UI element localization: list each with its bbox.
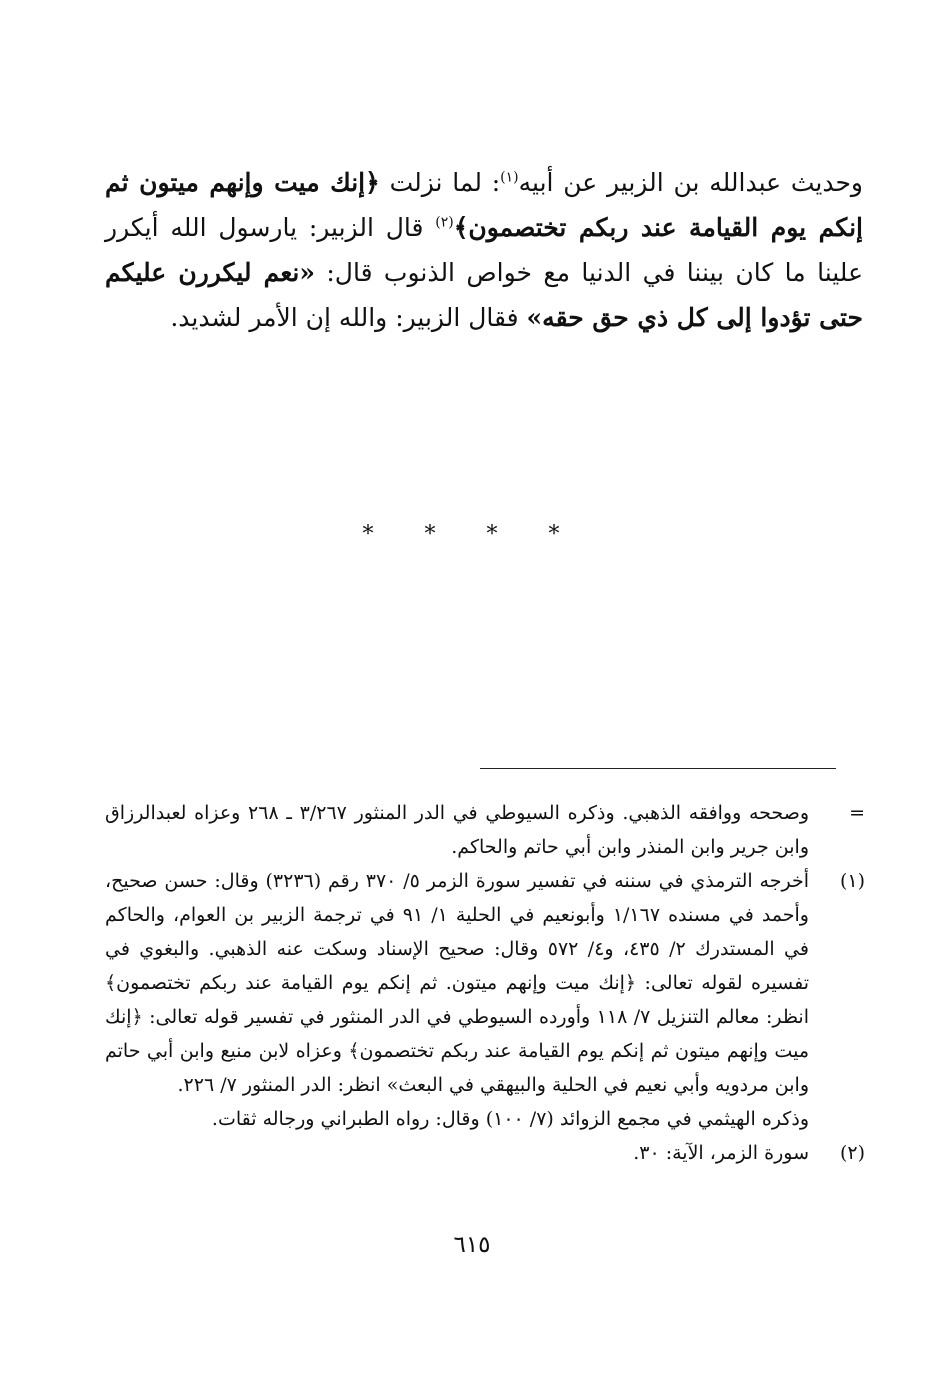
page-number: ٦١٥: [453, 1232, 491, 1258]
footnote-text: أخرجه الترمذي في سننه في تفسير سورة الزمر ٥/ ٣٧٠ رقم (٣٢٣٦) وقال: حسن صحيح، وأحمد في مسنده ١/١٦٧ وأبونعيم في الحلية ١/ ٩١ في ترجمة الزبير بن العوام، والحاكم في المستدرك ٢/ ٤٣٥، و٤/ ٥٧٢ وقال: صحيح الإسناد وسكت عنه الذهبي. والبغوي في تفسيره لقوله تعالى: ﴿إنك ميت وإنهم ميتون. ثم إنكم يوم القيامة عند ربكم تختصمون﴾ انظر: معالم التنزيل ٧/ ١١٨ وأورده السيوطي في الدر المنثور في تفسير قوله تعالى: ﴿إنك ميت وإنهم ميتون ثم إنكم يوم القيامة عند ربكم تختصمون﴾ وعزاه لابن منيع وابن أبي حاتم وابن مردويه وأبي نعيم في الحلية والبيهقي في البعث» انظر: الدر المنثور ٧/ ٢٢٦.: [105, 870, 809, 1096]
main-text-part: وحديث عبدالله بن الزبير عن أبيه: [518, 168, 863, 197]
footnote-text: وصححه ووافقه الذهبي. وذكره السيوطي في الدر المنثور ٣/٢٦٧ ـ ٢٦٨ وعزاه لعبدالرزاق وابن جرير وابن المنذر وابن أبي حاتم والحاكم.: [105, 802, 810, 858]
footnote-1: [105, 864, 865, 1136]
footnotes: [105, 796, 865, 1170]
footnote-body: [105, 864, 809, 1136]
footnote-divider: [480, 768, 836, 769]
footnote-continuation: [105, 796, 865, 864]
main-text-part: فقال الزبير: والله إن الأمر لشديد.: [170, 303, 527, 332]
main-text-part: : لما نزلت: [379, 168, 501, 197]
section-separator: * * * *: [362, 522, 582, 547]
footnote-text-extra: وذكره الهيثمي في مجمع الزوائد (٧/ ١٠٠) وقال: رواه الطبراني ورجاله ثقات.: [211, 1108, 809, 1130]
hadith-quote: «نعم ليكررن عليكم حتى تؤدوا إلى كل ذي حق حقه»: [105, 258, 863, 332]
main-paragraph: [105, 160, 863, 340]
quran-verse: ﴿إنك ميت وإنهم ميتون ثم إنكم يوم القيامة عند ربكم تختصمون﴾: [105, 168, 863, 242]
footnote-2: [105, 1136, 865, 1170]
footnote-ref-2: (٢): [435, 214, 454, 231]
footnote-number: (١): [839, 870, 865, 892]
footnote-text: سورة الزمر، الآية: ٣٠.: [633, 1142, 809, 1164]
footnote-ref-1: (١): [500, 169, 519, 186]
footnote-number: (٢): [839, 1142, 865, 1164]
continuation-mark: =: [849, 802, 865, 824]
main-text-part: قال الزبير: يارسول الله أيكرر علينا ما كان بيننا في الدنيا مع خواص الذنوب قال:: [105, 213, 863, 287]
